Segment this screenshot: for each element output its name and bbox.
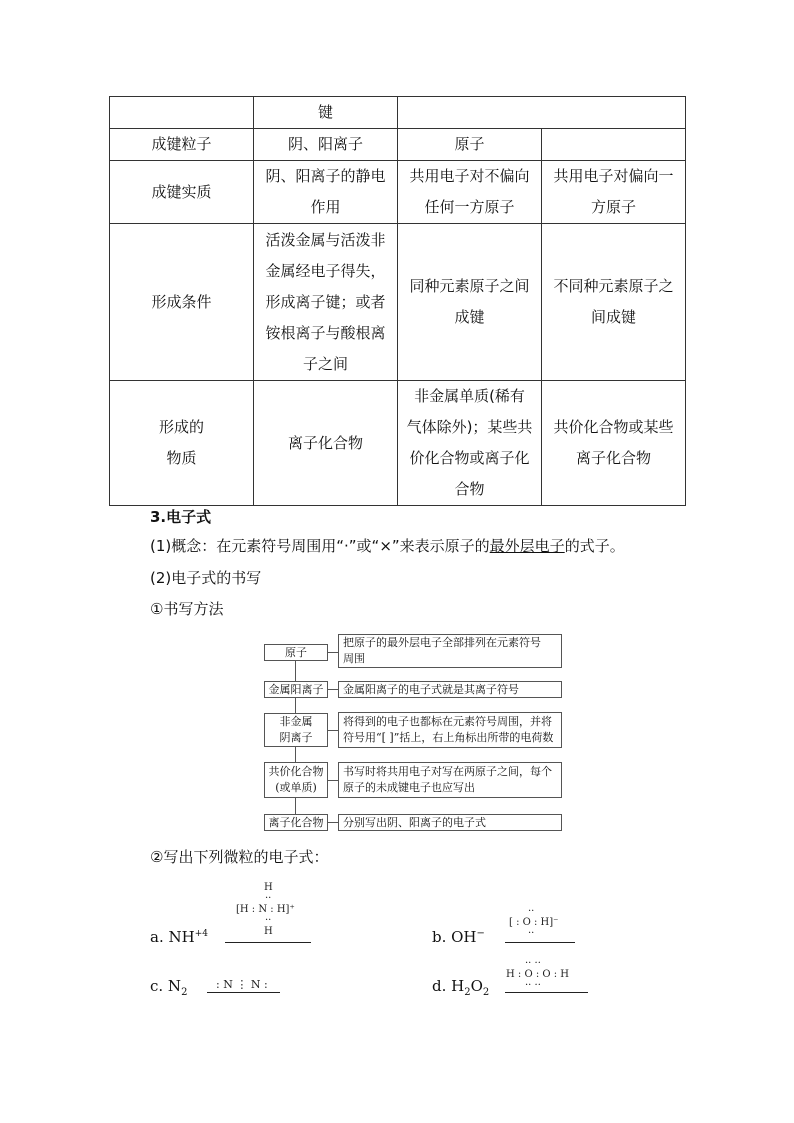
table-cell xyxy=(110,97,254,129)
electron-formula: ·· xyxy=(265,915,272,926)
electron-formula: [ : O : H]⁻ xyxy=(509,917,559,928)
electron-formula: ·· xyxy=(528,906,535,917)
answer-line xyxy=(207,992,280,993)
concept-line xyxy=(150,536,625,556)
answer-line xyxy=(225,942,311,943)
row-label: 成键实质 xyxy=(110,161,254,224)
table-row xyxy=(110,129,686,161)
category-box: 原子 xyxy=(264,644,328,661)
description-box: 将得到的电子也都标在元素符号周围，并将 符号用“[ ]”括上，右上角标出所带的电荷数 xyxy=(338,712,562,748)
bond-comparison-table xyxy=(109,96,686,506)
table-row xyxy=(110,381,686,506)
category-box: 非金属 阴离子 xyxy=(264,713,328,747)
electron-formula: H : O : O : H xyxy=(506,969,570,980)
connector-line xyxy=(328,652,338,653)
row-label: 成键粒子 xyxy=(110,129,254,161)
description-box: 金属阳离子的电子式就是其离子符号 xyxy=(338,681,562,698)
table-row xyxy=(110,97,686,129)
table-cell: 原子 xyxy=(398,129,542,161)
connector-line xyxy=(328,780,338,781)
concept-prefix: (1)概念：在元素符号周围用“·”或“×”来表示原子的 xyxy=(150,537,490,555)
subsection-writing: (2)电子式的书写 xyxy=(150,569,262,587)
table-cell: 阴、阳离子 xyxy=(254,129,398,161)
electron-formula: ·· xyxy=(528,928,535,939)
exercise-label: b. OH− xyxy=(432,928,485,946)
electron-formula: ·· ·· xyxy=(525,980,541,991)
table-cell: 共用电子对偏向一 方原子 xyxy=(542,161,686,224)
table-cell: 阴、阳离子的静电 作用 xyxy=(254,161,398,224)
section-title: 3.电子式 xyxy=(150,508,212,526)
electron-formula: ·· ·· xyxy=(525,958,541,969)
table-cell: 键 xyxy=(254,97,398,129)
table-cell: 离子化合物 xyxy=(254,381,398,506)
table-cell: 同种元素原子之间 成键 xyxy=(398,224,542,381)
concept-answer: 最外层电子 xyxy=(489,537,565,555)
table-cell: 共价化合物或某些 离子化合物 xyxy=(542,381,686,506)
answer-line xyxy=(505,942,575,943)
exercise-label: c. $N_2$ xyxy=(150,977,188,998)
connector-line xyxy=(328,822,338,823)
description-box: 书写时将共用电子对写在两原子之间，每个 原子的未成键电子也应写出 xyxy=(338,762,562,798)
practice-heading: ②写出下列微粒的电子式： xyxy=(150,848,329,866)
exercise-label: a. $NH^{+4}$ xyxy=(150,928,208,946)
category-box: 共价化合物 (或单质) xyxy=(264,762,328,798)
electron-formula: [H : N : H]⁺ xyxy=(236,904,295,915)
electron-formula: H xyxy=(264,926,273,937)
electron-formula: ·· xyxy=(265,893,272,904)
row-label: 形成的 物质 xyxy=(110,381,254,506)
table-cell: 活泼金属与活泼非 金属经电子得失， 形成离子键；或者 铵根离子与酸根离 子之间 xyxy=(254,224,398,381)
table-cell: 共用电子对不偏向 任何一方原子 xyxy=(398,161,542,224)
electron-formula: : N ⋮ N : xyxy=(216,978,268,991)
connector-line xyxy=(328,730,338,731)
category-box: 金属阳离子 xyxy=(264,681,328,698)
table-cell: 不同种元素原子之 间成键 xyxy=(542,224,686,381)
category-box: 离子化合物 xyxy=(264,814,328,831)
method-heading: ①书写方法 xyxy=(150,600,224,618)
answer-line xyxy=(505,992,588,993)
concept-suffix: 的式子。 xyxy=(564,537,625,555)
description-box: 把原子的最外层电子全部排列在元素符号 周围 xyxy=(338,634,562,668)
table-row xyxy=(110,161,686,224)
table-cell: 非金属单质(稀有 气体除外)；某些共 价化合物或离子化 合物 xyxy=(398,381,542,506)
electron-formula: H xyxy=(264,882,273,893)
connector-line xyxy=(328,689,338,690)
row-label: 形成条件 xyxy=(110,224,254,381)
table-row xyxy=(110,224,686,381)
table-cell xyxy=(542,129,686,161)
description-box: 分别写出阴、阳离子的电子式 xyxy=(338,814,562,831)
table-cell xyxy=(398,97,686,129)
exercise-label: d. $H_2O_2$ xyxy=(432,977,490,998)
